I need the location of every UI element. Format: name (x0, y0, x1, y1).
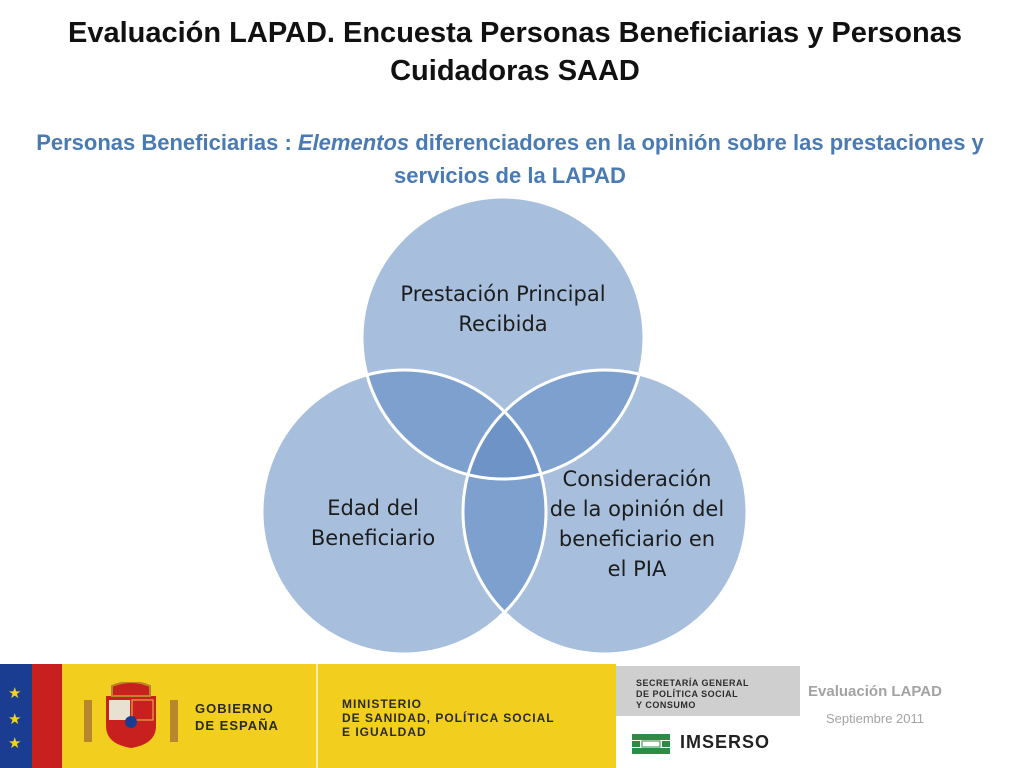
star-icon: ★ (8, 685, 22, 702)
evaluation-label: Evaluación LAPAD (808, 683, 942, 700)
spain-flag-stripe (32, 664, 62, 768)
coat-of-arms-icon (76, 682, 186, 752)
subtitle-italic: Elementos (297, 130, 410, 155)
star-icon: ★ (8, 735, 22, 752)
star-icon: ★ (8, 711, 22, 728)
secretaria-label: SECRETARÍA GENERAL DE POLÍTICA SOCIAL Y CONSUMO (636, 678, 750, 710)
eu-flag-icon (0, 664, 32, 768)
imserso-label: IMSERSO (680, 732, 771, 752)
label-prestacion: Prestación Principal Recibida (400, 282, 606, 336)
label-edad: Edad del Beneficiario (310, 496, 436, 550)
subtitle-part2: diferenciadores en la opinión sobre las prestaciones y servicios de la LAPAD (394, 130, 984, 188)
footer-right (800, 664, 1024, 768)
secretaria-box (616, 664, 800, 768)
ministerio-label: MINISTERIO DE SANIDAD, POLÍTICA SOCIAL E IGUALDAD (342, 697, 555, 739)
footer-banner (0, 664, 800, 768)
slide-title: Evaluación LAPAD. Encuesta Personas Beneficiarias y Personas Cuidadoras SAAD (67, 17, 962, 87)
secretaria-header (616, 666, 800, 716)
imserso-logo-icon (630, 730, 672, 758)
footer-divider (316, 664, 318, 768)
eu-spain-flag (0, 664, 62, 768)
subtitle-part1: Personas Beneficiarias : (36, 130, 298, 155)
footer (0, 664, 1024, 768)
gobierno-label: GOBIERNO DE ESPAÑA (195, 701, 279, 733)
date-label: Septiembre 2011 (825, 711, 925, 726)
label-consideracion: Consideración de la opinión del beneficiario en el PIA (549, 467, 725, 581)
